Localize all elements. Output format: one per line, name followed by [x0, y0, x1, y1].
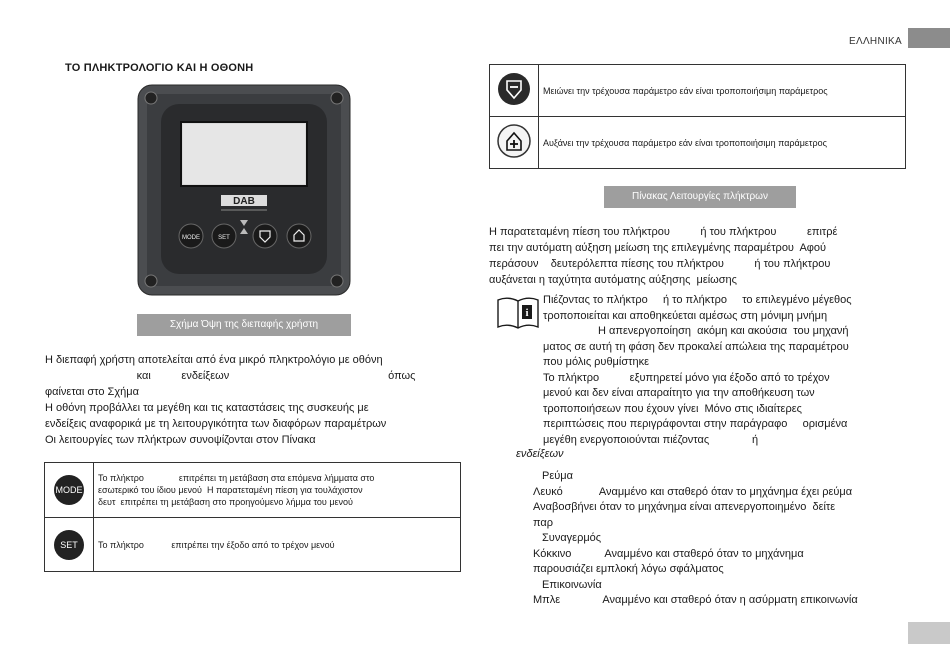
note-line: τροποποιείται και αποθηκεύεται αμέσως στη μόνιμη μνήμη — [543, 309, 828, 322]
icon-cell — [45, 518, 94, 572]
language-label: ΕΛΛΗΝΙΚΑ — [849, 36, 902, 47]
led-line: παρουσιάζει εμπλοκή λόγω σφάλματος — [533, 563, 724, 575]
icon-cell — [490, 117, 539, 169]
note-line: μενού και δεν είναι απαραίτητο για την αποθήκευση των — [543, 387, 815, 399]
page-number-tab — [908, 622, 950, 644]
led-line: Λευκό Αναμμένο και σταθερό όταν το μηχάνημα έχει ρεύμα — [533, 485, 853, 498]
note-line: τροποποιήσεων που έχουν γίνει Μόνο στις ιδιαίτερες — [543, 402, 802, 415]
svg-text:i: i — [525, 307, 529, 319]
intro-line: Η διεπαφή χρήστη αποτελείται από ένα μικρό πληκτρολόγιο με οθόνη — [45, 354, 383, 366]
note-block — [543, 293, 913, 448]
led-line: Μπλε Αναμμένο και σταθερό όταν η ασύρματη επικοινωνία — [533, 594, 858, 606]
note-line: Η απενεργοποίηση ακόμη και ακούσια του μηχανή — [543, 325, 849, 337]
device-mode-label: MODE — [182, 235, 200, 241]
led-power-label: Ρεύμα — [542, 470, 573, 482]
para-line: περάσουν δευτερόλεπτα πίεσης του πλήκτρου ή του πλήκτρου — [489, 258, 831, 270]
led-comm-label: Επικοινωνία — [542, 578, 602, 591]
intro-line: και ενδείξεων όπως — [45, 370, 416, 382]
figure-caption: Σχήμα Όψη της διεπαφής χρήστη — [137, 314, 351, 336]
description-cell — [94, 518, 461, 572]
mode-key-icon: MODE — [54, 475, 84, 505]
description-line: Το πλήκτρο επιτρέπει την έξοδο από το τρέχον μενού — [98, 539, 335, 550]
intro-line: Η οθόνη προβάλλει τα μεγέθη και τις καταστάσεις της συσκευής με — [45, 402, 369, 414]
description-line: Το πλήκτρο επιτρέπει τη μετάβαση στα επόμενα λήμματα στο — [98, 473, 375, 483]
note-line: ματος σε αυτή τη φάση δεν προκαλεί απώλεια της παραμέτρου — [543, 340, 849, 353]
table-row — [45, 518, 461, 572]
note-line: Πιέζοντας το πλήκτρο ή το πλήκτρο το επιλεγμένο μέγεθος — [543, 294, 852, 306]
control-panel-illustration — [137, 84, 351, 296]
led-line: παρ — [533, 516, 554, 529]
description-cell: Αυξάνει την τρέχουσα παράμετρο εάν είναι τροποποιήσιμη παράμετρος — [539, 117, 906, 169]
keys-table-left — [44, 462, 461, 572]
table-row — [490, 65, 906, 117]
intro-paragraph — [45, 352, 465, 448]
plus-arrow-icon — [497, 124, 531, 158]
device-logo: DAB — [233, 196, 255, 207]
intro-line: ενδείξεις αναφορικά με τη λειτουργικότητα των διαφόρων παραμέτρων — [45, 418, 387, 430]
para-line: αυξάνεται η ταχύτητα αυτόματης αύξησης μείωσης — [489, 274, 737, 286]
note-line: Το πλήκτρο εξυπηρετεί μόνο για έξοδο από το τρέχον — [543, 371, 830, 384]
table-caption: Πίνακας Λειτουργίες πλήκτρων — [604, 186, 796, 208]
description-line: δευτ επιτρέπει τη μετάβαση στο προηγούμενο λήμμα του μενού — [98, 497, 353, 507]
device-set-label: SET — [218, 235, 230, 241]
para-line: πει την αυτόματη αύξηση μείωση της επιλεγμένης παραμέτρου Αφού — [489, 242, 827, 254]
note-line: που μόλις ρυθμίστηκε — [543, 356, 649, 368]
led-list — [533, 469, 913, 609]
section-title: ΤΟ ΠΛΗΚΤΡΟΛΟΓΙΟ ΚΑΙ Η ΟΘΟΝΗ — [65, 62, 254, 74]
keys-table-right — [489, 64, 906, 169]
table-row — [490, 117, 906, 169]
led-alarm-label: Συναγερμός — [542, 532, 602, 544]
note-line: περιπτώσεις που περιγράφονται στην παράγραφο ορισμένα — [543, 418, 848, 430]
long-press-paragraph — [489, 224, 909, 288]
icon-cell — [45, 463, 94, 518]
minus-arrow-icon — [497, 72, 531, 106]
description-line: εσωτερικό του ίδιου μενού Η παρατεταμένη πίεση για τουλάχιστον — [98, 485, 363, 495]
set-key-icon: SET — [54, 530, 84, 560]
table-row — [45, 463, 461, 518]
description-cell: Μειώνει την τρέχουσα παράμετρο εάν είναι τροποποιήσιμη παράμετρος — [539, 65, 906, 117]
led-line: Κόκκινο Αναμμένο και σταθερό όταν το μηχάνημα — [533, 547, 804, 560]
intro-line: Οι λειτουργίες των πλήκτρων συνοψίζονται στον Πίνακα — [45, 434, 316, 446]
description-cell — [94, 463, 461, 518]
device-image — [137, 84, 351, 296]
para-line: Η παρατεταμένη πίεση του πλήκτρου ή του πλήκτρου επιτρέ — [489, 226, 838, 238]
info-book-icon — [496, 296, 540, 330]
intro-line: φαίνεται στο Σχήμα — [45, 386, 139, 398]
language-tab — [908, 28, 950, 48]
note-tail: ενδείξεων — [516, 448, 564, 460]
icon-cell — [490, 65, 539, 117]
note-line: μεγέθη ενεργοποιούνται πιέζοντας ή — [543, 433, 759, 446]
led-line: Αναβοσβήνει όταν το μηχάνημα είναι απενεργοποιημένο δείτε — [533, 501, 836, 513]
